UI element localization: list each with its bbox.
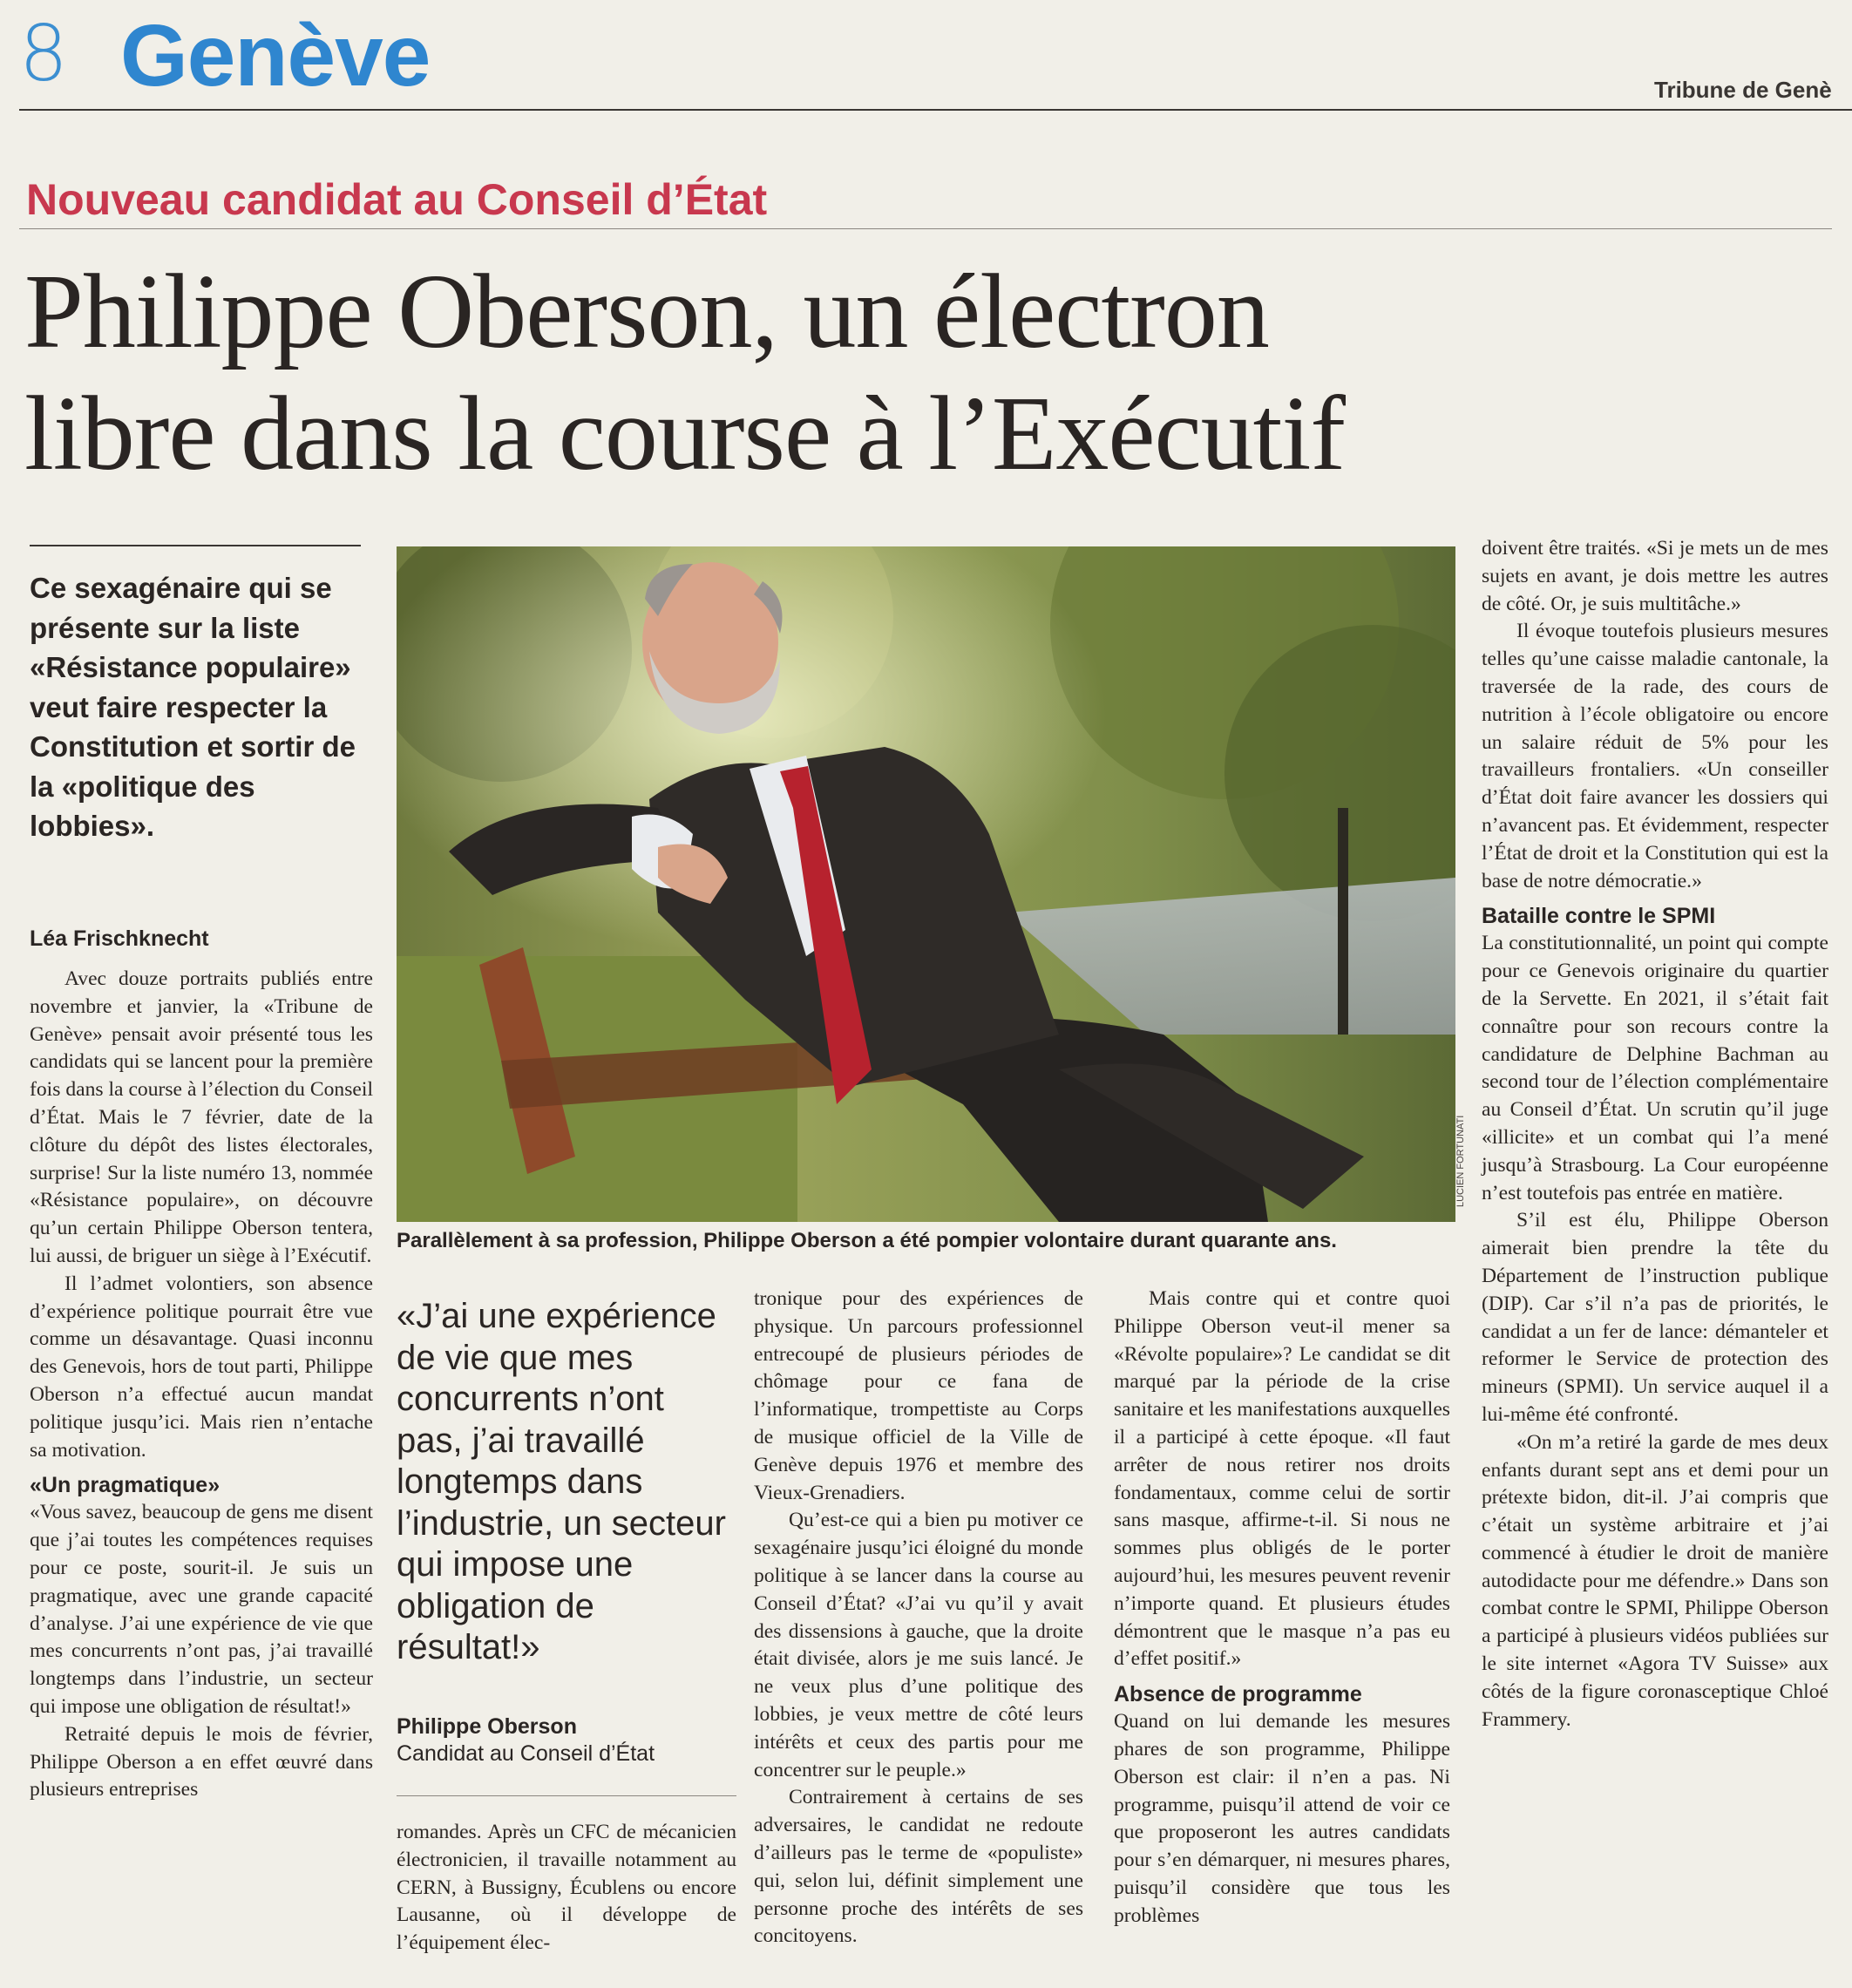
paragraph: Quand on lui demande les mesures phares de son programme, Philippe Oberson est clair: il n’en a pas. Ni programme, puisqu’il attend de voir ce que proposeront les autres candidats pour s’en démarquer, ni mesures phares, puisqu’il considère que tous les problèmes [1114,1710,1450,1927]
author-byline: Léa Frischknecht [30,926,209,951]
portrait-photo [397,546,1455,1222]
paragraph: Il évoque toutefois plusieurs mesures telles qu’une caisse maladie cantonale, la traversée de la rade, des cours de nutrition à l’école obligatoire ou encore un salaire réduit de 5% pour les travailleurs frontaliers. «Un conseiller d’État doit faire avancer les dossiers qui n’avancent pas. Et évidemment, respecter l’État de droit et la Constitution qui est la base de notre démocratie.» [1482,620,1828,892]
masthead-name: Tribune de Genè [1654,77,1832,103]
lead-rule [30,545,361,546]
paragraph: «On m’a retiré la garde de mes deux enfants durant sept ans et demi pour un prétexte bidon, dit-il. J’ai compris que c’était un système arbitraire et j’ai commencé à étudier le droit de manière autodidacte pour me défendre.» Dans son combat contre le SPMI, Philippe Oberson a participé à plusieurs vidéos publiées sur le site internet «Agora TV Suisse» aux côtés de la figure coronasceptique Chloé Frammery. [1482,1430,1828,1731]
article-column-2 [397,1819,736,1957]
portrait-illustration [397,546,1455,1222]
section-title: Genève [120,7,431,105]
paragraph: romandes. Après un CFC de mécanicien électronicien, il travaille notamment au CERN, à Bussigny, Écublens ou encore Lausanne, où il développe de l’équipement élec- [397,1821,736,1955]
paragraph: S’il est élu, Philippe Oberson aimerait bien prendre la tête du Département de l’instruction publique (DIP). Car s’il n’a pas de priorités, le candidat a un fer de lance: démanteler et reformer le Service de protection des mineurs (SPMI). Un service auquel il a lui-même été confronté. [1482,1209,1828,1426]
paragraph: Contrairement à certains de ses adversaires, le candidat ne redoute d’ailleurs pas le terme de «populiste» qui, selon lui, définit simplement une personne proche des intérêts de ses concitoyens. [754,1786,1083,1948]
subheading: Absence de programme [1114,1682,1362,1707]
photo-caption: Parallèlement à sa profession, Philippe Oberson a été pompier volontaire durant quarante ans. [397,1229,1337,1252]
header-rule [19,109,1852,111]
lead-paragraph: Ce sexagénaire qui se présente sur la liste «Résistance populaire» veut faire respecter la Constitution et sortir de la «politique des lobbies». [30,572,356,842]
photo-credit: LUCIEN FORTUNATI [1455,1115,1466,1207]
pull-quote-role: Candidat au Conseil d’État [397,1741,655,1766]
article-column-4 [1114,1286,1450,1930]
subheading: Bataille contre le SPMI [1482,904,1716,929]
paragraph: Mais contre qui et contre quoi Philippe Oberson veut-il mener sa «Révolte populaire»? Le candidat se dit marqué par la période de la crise sanitaire et les manifestations auxquelles il a participé à cette époque. «Il faut arrêter de nous retirer nos droits fondamentaux, comme celui de sortir sans masque, affirme-t-il. Si nous ne sommes plus obligés de le porter aujourd’hui, les mesures peuvent revenir n’importe quand. Et plusieurs études démontrent que le masque n’a pas eu d’effet positif.» [1114,1287,1450,1671]
article-column-3 [754,1286,1083,1951]
paragraph: Qu’est-ce qui a bien pu motiver ce sexagénaire jusqu’ici éloigné du monde politique à se lancer dans la course au Conseil d’État? «J’ai vu qu’il y avait des dissensions à gauche, que la droite était divisée, alors je me suis lancé. Je ne veux plus d’une politique des lobbies, je veux mettre de côté leurs intérêts et ceux des partis pour me concentrer sur le peuple.» [754,1509,1083,1781]
paragraph: doivent être traités. «Si je mets un de mes sujets en avant, je dois mettre les autres de côté. Or, je suis multitâche.» [1482,537,1828,615]
headline-line-1: Philippe Oberson, un électron [24,253,1269,370]
paragraph: tronique pour des expériences de physique. Un parcours professionnel entrecoupé de plusieurs périodes de chômage pour ce fana de l’informatique, trompettiste au Corps de musique officiel de la Ville de Genève depuis 1976 et membre des Vieux-Grenadiers. [754,1287,1083,1504]
article-column-1 [30,966,373,1804]
paragraph: Retraité depuis le mois de février, Philippe Oberson a en effet œuvré dans plusieurs entreprises [30,1722,373,1801]
subheading: «Un pragmatique» [30,1473,220,1498]
paragraph: La constitutionnalité, un point qui compte pour ce Genevois originaire du quartier de la Servette. En 2021, il s’était fait connaître pour son recours contre la candidature de Delphine Bachman au second tour de l’élection complémentaire au Conseil d’État. Un scrutin qu’il juge «illicite» et un combat qui l’a mené jusqu’à Strasbourg. La Cour européenne n’est toutefois pas entrée en matière. [1482,932,1828,1204]
paragraph: Avec douze portraits publiés entre novembre et janvier, la «Tribune de Genève» pensait avoir présenté tous les candidats qui se lancent pour la première fois dans la course à l’élection du Conseil d’État. Mais le 7 février, date de la clôture du dépôt des listes électorales, surprise! Sur la liste numéro 13, nommée «Résistance populaire», on découvre qu’un certain Philippe Oberson tentera, lui aussi, de briguer un siège à l’Exécutif. [30,967,373,1267]
headline-line-2: libre dans la course à l’Exécutif [24,375,1346,492]
pull-quote: «J’ai une expérience de vie que mes concurrents n’ont pas, j’ai travaillé longtemps dans l’industrie, un secteur qui impose une obligation de résultat!» [397,1297,726,1666]
kicker-rule [19,228,1832,229]
paragraph: Il l’admet volontiers, son absence d’expérience politique pourrait être vue comme un désavantage. Quasi inconnu des Genevois, hors de tout parti, Philippe Oberson n’a effectué aucun mandat politique jusqu’ici. Mais rien n’entache sa motivation. [30,1272,373,1462]
pull-quote-name: Philippe Oberson [397,1714,577,1739]
article-column-5 [1482,535,1828,1734]
page-number: 8 [19,9,68,98]
quote-rule [397,1795,736,1796]
paragraph: «Vous savez, beaucoup de gens me disent que j’ai toutes les compétences requises pour ce poste, sourit-il. Je suis un pragmatique, avec une grande capacité d’analyse. J’ai une expérience de vie que mes concurrents n’ont pas, j’ai travaillé longtemps dans l’industrie, un secteur qui impose une obligation de résultat!» [30,1501,373,1718]
kicker: Nouveau candidat au Conseil d’État [26,175,768,224]
